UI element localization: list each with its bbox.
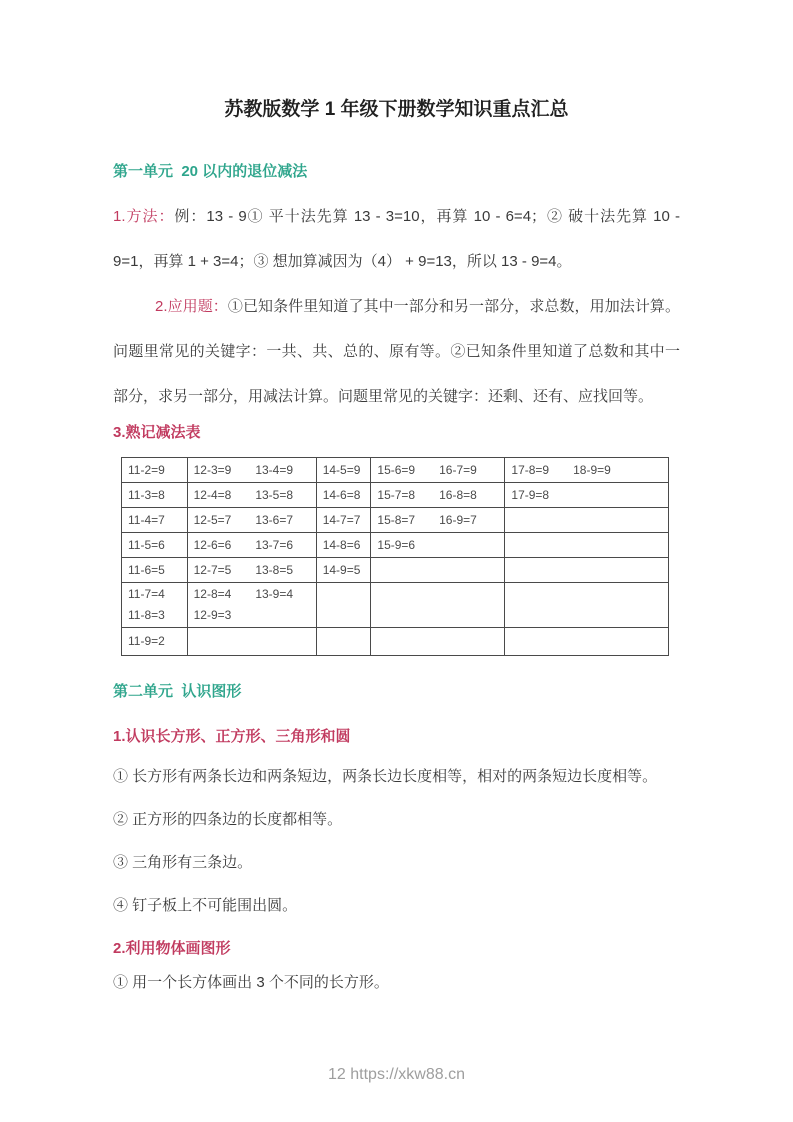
table-cell bbox=[122, 628, 188, 656]
table-cell bbox=[122, 458, 188, 483]
equation: 16-8=8 bbox=[439, 487, 477, 502]
table-cell bbox=[505, 483, 669, 508]
equation-line bbox=[194, 605, 312, 626]
table-cell bbox=[316, 583, 371, 628]
equation-line bbox=[323, 535, 367, 556]
table-cell bbox=[187, 533, 316, 558]
equation-line bbox=[323, 460, 367, 481]
table-row bbox=[122, 458, 669, 483]
equation: 12-4=8 bbox=[193, 487, 232, 502]
table-cell bbox=[122, 583, 188, 628]
equation: 14-7=7 bbox=[322, 512, 361, 527]
equation-line bbox=[128, 485, 183, 506]
table-row bbox=[122, 508, 669, 533]
equation: 14-6=8 bbox=[322, 487, 361, 502]
equation: 11-7=4 bbox=[128, 587, 165, 601]
equation-line bbox=[128, 605, 183, 626]
application-label: 2.应用题： bbox=[155, 298, 228, 315]
equation-line bbox=[377, 460, 500, 481]
subtraction-table-body bbox=[122, 458, 669, 656]
list-item: ① 长方形有两条长边和两条短边，两条长边长度相等，相对的两条短边长度相等。 bbox=[113, 768, 658, 785]
equation: 13-7=6 bbox=[255, 537, 294, 552]
equation-line bbox=[377, 485, 500, 506]
equation-line bbox=[377, 510, 500, 531]
unit1-heading: 第一单元 20 以内的退位减法 bbox=[113, 163, 308, 180]
equation: 13-9=4 bbox=[255, 587, 294, 601]
equation: 13-6=7 bbox=[255, 512, 294, 527]
equation-line bbox=[194, 560, 312, 581]
equation: 16-9=7 bbox=[439, 512, 477, 527]
equation: 12-7=5 bbox=[193, 562, 232, 577]
equation: 17-8=9 bbox=[511, 462, 550, 477]
equation: 13-8=5 bbox=[255, 562, 294, 577]
table-cell bbox=[371, 583, 505, 628]
equation: 13-5=8 bbox=[255, 487, 294, 502]
table-cell bbox=[316, 458, 371, 483]
document-title: 苏教版数学 1 年级下册数学知识重点汇总 bbox=[224, 99, 569, 120]
subtraction-table-heading: 3.熟记减法表 bbox=[113, 424, 201, 441]
page-footer-url: 12 https://xkw88.cn bbox=[328, 1066, 465, 1083]
subtraction-table bbox=[121, 457, 669, 656]
table-cell bbox=[316, 508, 371, 533]
equation: 14-9=5 bbox=[322, 562, 361, 577]
equation: 11-5=6 bbox=[128, 537, 165, 552]
equation: 14-5=9 bbox=[322, 462, 361, 477]
equation-line bbox=[377, 535, 500, 556]
list-item: ③ 三角形有三条边。 bbox=[113, 854, 253, 871]
table-row bbox=[122, 533, 669, 558]
equation: 12-6=6 bbox=[193, 537, 232, 552]
table-cell bbox=[122, 558, 188, 583]
table-cell bbox=[505, 628, 669, 656]
equation: 11-2=9 bbox=[128, 462, 165, 477]
equation: 12-5=7 bbox=[193, 512, 232, 527]
method-label: 1.方法： bbox=[113, 208, 175, 225]
table-cell bbox=[371, 483, 505, 508]
equation-line bbox=[323, 485, 367, 506]
method-paragraph bbox=[113, 194, 685, 284]
equation: 18-9=9 bbox=[573, 462, 611, 477]
table-cell bbox=[316, 483, 371, 508]
table-cell bbox=[122, 508, 188, 533]
table-cell bbox=[122, 483, 188, 508]
list-item: ④ 钉子板上不可能围出圆。 bbox=[113, 897, 298, 914]
table-cell bbox=[371, 508, 505, 533]
table-cell bbox=[371, 628, 505, 656]
list-item: ① 用一个长方体画出 3 个不同的长方形。 bbox=[113, 974, 389, 991]
equation-line bbox=[128, 560, 183, 581]
equation-line bbox=[323, 560, 367, 581]
draw-shapes-subheading: 2.利用物体画图形 bbox=[113, 940, 231, 957]
equation: 15-9=6 bbox=[377, 537, 416, 552]
table-row bbox=[122, 628, 669, 656]
equation: 17-9=8 bbox=[511, 487, 550, 502]
equation-line bbox=[128, 460, 183, 481]
equation-line bbox=[128, 510, 183, 531]
table-cell bbox=[316, 558, 371, 583]
table-row bbox=[122, 483, 669, 508]
equation-line bbox=[194, 584, 312, 605]
equation: 15-6=9 bbox=[377, 462, 416, 477]
table-cell bbox=[316, 533, 371, 558]
table-cell bbox=[505, 558, 669, 583]
table-cell bbox=[371, 533, 505, 558]
equation: 16-7=9 bbox=[439, 462, 477, 477]
equation: 15-8=7 bbox=[377, 512, 416, 527]
equation-line bbox=[323, 510, 367, 531]
method-text: 例：13 - 9① 平十法先算 13 - 3=10，再算 10 - 6=4；② 破十法先算 10 - 9=1，再算 1 + 3=4；③ 想加算减因为（4） + 9=13，所以 13 - 9=4。 bbox=[113, 208, 685, 270]
equation-line bbox=[194, 535, 312, 556]
table-cell bbox=[122, 533, 188, 558]
table-cell bbox=[505, 458, 669, 483]
table-row bbox=[122, 558, 669, 583]
equation: 12-8=4 bbox=[193, 587, 232, 601]
application-text: ①已知条件里知道了其中一部分和另一部分，求总数，用加法计算。问题里常见的关键字：一共、共、总的、原有等。②已知条件里知道了总数和其中一部分，求另一部分，用减法计算。问题里常见的关键字：还剩、还有、应找回等。 bbox=[113, 298, 680, 405]
equation-line bbox=[128, 631, 183, 652]
equation-line bbox=[128, 584, 183, 605]
table-cell bbox=[187, 583, 316, 628]
table-cell bbox=[187, 483, 316, 508]
table-cell bbox=[316, 628, 371, 656]
table-cell bbox=[505, 508, 669, 533]
table-cell bbox=[187, 508, 316, 533]
equation: 11-3=8 bbox=[128, 487, 165, 502]
list-item: ② 正方形的四条边的长度都相等。 bbox=[113, 811, 343, 828]
table-cell bbox=[371, 558, 505, 583]
equation-line bbox=[128, 535, 183, 556]
shapes-subheading: 1.认识长方形、正方形、三角形和圆 bbox=[113, 728, 351, 745]
table-cell bbox=[187, 458, 316, 483]
unit2-heading: 第二单元 认识图形 bbox=[113, 683, 242, 700]
equation-line bbox=[194, 460, 312, 481]
equation: 11-4=7 bbox=[128, 512, 165, 527]
equation-line bbox=[194, 485, 312, 506]
equation-line bbox=[194, 510, 312, 531]
equation: 12-9=3 bbox=[193, 608, 232, 622]
table-cell bbox=[187, 558, 316, 583]
table-cell bbox=[371, 458, 505, 483]
table-cell bbox=[187, 628, 316, 656]
application-paragraph bbox=[113, 284, 680, 419]
table-row bbox=[122, 583, 669, 628]
equation: 12-3=9 bbox=[193, 462, 232, 477]
equation-line bbox=[511, 485, 664, 506]
table-cell bbox=[505, 533, 669, 558]
equation: 13-4=9 bbox=[255, 462, 294, 477]
equation: 15-7=8 bbox=[377, 487, 416, 502]
equation: 11-9=2 bbox=[128, 634, 165, 648]
equation: 14-8=6 bbox=[322, 537, 361, 552]
equation-line bbox=[511, 460, 664, 481]
equation: 11-8=3 bbox=[128, 608, 165, 622]
table-cell bbox=[505, 583, 669, 628]
equation: 11-6=5 bbox=[128, 562, 165, 577]
